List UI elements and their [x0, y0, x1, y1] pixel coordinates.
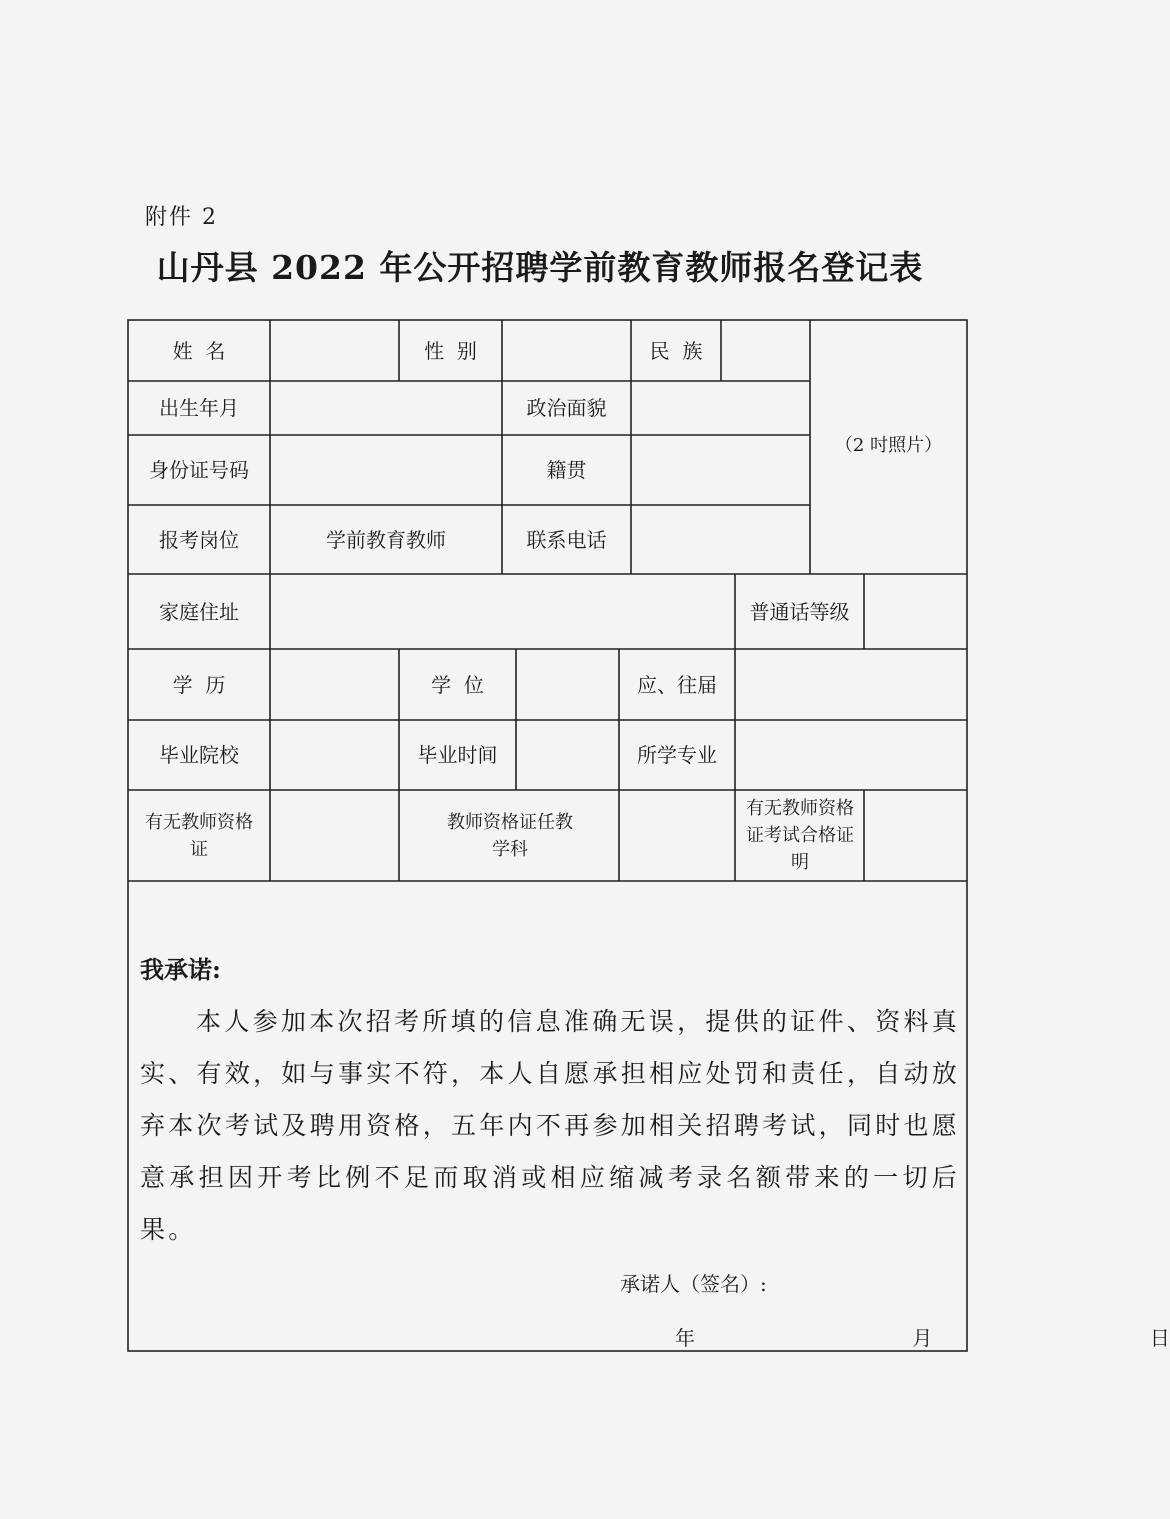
id-field[interactable] — [270, 435, 502, 505]
form-title: 山丹县 2022 年公开招聘学前教育教师报名登记表 — [156, 248, 924, 287]
phone-label: 联系电话 — [526, 527, 607, 552]
grad-time-field[interactable] — [516, 720, 619, 790]
ethnicity-field[interactable] — [721, 320, 810, 381]
grad-time-label: 毕业时间 — [417, 743, 498, 767]
degree-label: 学 位 — [431, 672, 484, 697]
native-label: 籍贯 — [546, 458, 587, 482]
birth-label: 出生年月 — [159, 396, 239, 420]
pledge-body: 本人参加本次招考所填的信息准确无误，提供的证件、资料真实、有效，如与事实不符，本人自愿承担相应处罚和责任，自动放弃本次考试及聘用资格，五年内不再参加相关招聘考试，同时也愿意承担因开考比例不足而取消或相应缩减考录名额带来的一切后果。 — [140, 1007, 960, 1244]
school-label: 毕业院校 — [159, 743, 239, 767]
signature-label[interactable]: 承诺人（签名）: — [620, 1272, 767, 1296]
id-label: 身份证号码 — [149, 458, 249, 482]
political-label: 政治面貌 — [526, 396, 607, 420]
graduate-type-label: 应、往届 — [637, 672, 717, 697]
attachment-label: 附件 2 — [145, 205, 218, 230]
pledge-heading: 我承诺: — [140, 955, 221, 984]
education-field[interactable] — [270, 649, 399, 720]
has-cert-label: 有无教师资格证 — [145, 811, 253, 860]
has-cert-field[interactable] — [270, 790, 399, 881]
mandarin-field[interactable] — [864, 574, 967, 649]
school-field[interactable] — [270, 720, 399, 790]
exam-cert-label: 有无教师资格证考试合格证明 — [746, 798, 854, 873]
address-field[interactable] — [270, 574, 735, 649]
cert-subject-field[interactable] — [619, 790, 735, 881]
birth-field[interactable] — [270, 381, 502, 435]
position-value: 学前教育教师 — [326, 527, 446, 552]
gender-label: 性 别 — [424, 338, 477, 363]
position-label: 报考岗位 — [159, 527, 239, 552]
degree-field[interactable] — [516, 649, 619, 720]
photo-box[interactable]: （2 吋照片） — [834, 435, 943, 456]
native-field[interactable] — [631, 435, 810, 505]
gender-field[interactable] — [502, 320, 631, 381]
ethnicity-label: 民 族 — [649, 338, 703, 363]
mandarin-label: 普通话等级 — [749, 599, 850, 624]
signature-date[interactable]: 年 月 日 — [675, 1326, 1170, 1350]
name-field[interactable] — [270, 320, 399, 381]
political-field[interactable] — [631, 381, 810, 435]
major-label: 所学专业 — [637, 743, 717, 767]
major-field[interactable] — [735, 720, 967, 790]
graduate-type-field[interactable] — [735, 649, 967, 720]
exam-cert-field[interactable] — [864, 790, 967, 881]
education-label: 学 历 — [172, 672, 226, 697]
name-label: 姓 名 — [172, 338, 226, 363]
phone-field[interactable] — [631, 505, 810, 574]
cert-subject-label: 教师资格证任教学科 — [447, 811, 573, 860]
address-label: 家庭住址 — [159, 599, 239, 624]
